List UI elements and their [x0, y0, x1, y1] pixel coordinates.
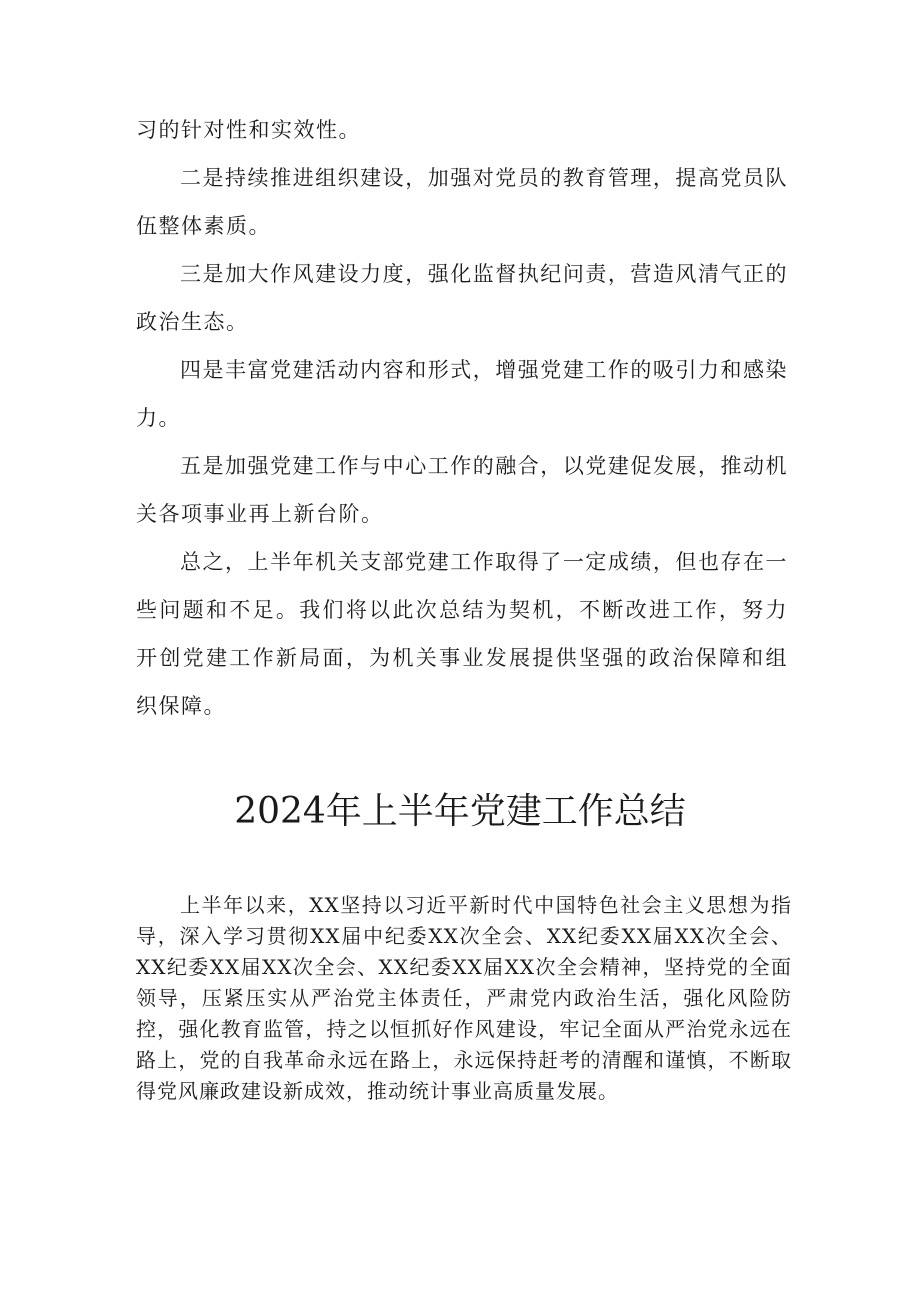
- paragraph-organization: 二是持续推进组织建设，加强对党员的教育管理，提高党员队伍整体素质。: [136, 166, 788, 238]
- paragraph-activities: 四是丰富党建活动内容和形式，增强党建工作的吸引力和感染力。: [136, 358, 788, 430]
- document-title: 2024年上半年党建工作总结: [234, 791, 686, 832]
- continuation-paragraph: 习的针对性和实效性。: [136, 118, 361, 142]
- intro-paragraph: 上半年以来，XX坚持以习近平新时代中国特色社会主义思想为指导，深入学习贯彻XX届中纪委XX次全会、XX纪委XX届XX次全会、XX纪委XX届XX次全会、XX纪委XX届XX次全会精神，坚持党的全面领导，压紧压实从严治党主体责任，严肃党内政治生活，强化风险防控，强化教育监管，持之以恒抓好作风建设，牢记全面从严治党永远在路上，党的自我革命永远在路上，永远保持赶考的清醒和谨慎，不断取得党风廉政建设新成效，推动统计事业高质量发展。: [136, 893, 792, 1103]
- paragraph-integration: 五是加强党建工作与中心工作的融合，以党建促发展，推动机关各项事业再上新台阶。: [136, 454, 788, 526]
- paragraph-work-style: 三是加大作风建设力度，强化监督执纪问责，营造风清气正的政治生态。: [136, 262, 788, 334]
- paragraph-conclusion: 总之，上半年机关支部党建工作取得了一定成绩，但也存在一些问题和不足。我们将以此次总结为契机，不断改进工作，努力开创党建工作新局面，为机关事业发展提供坚强的政治保障和组织保障。: [136, 550, 788, 718]
